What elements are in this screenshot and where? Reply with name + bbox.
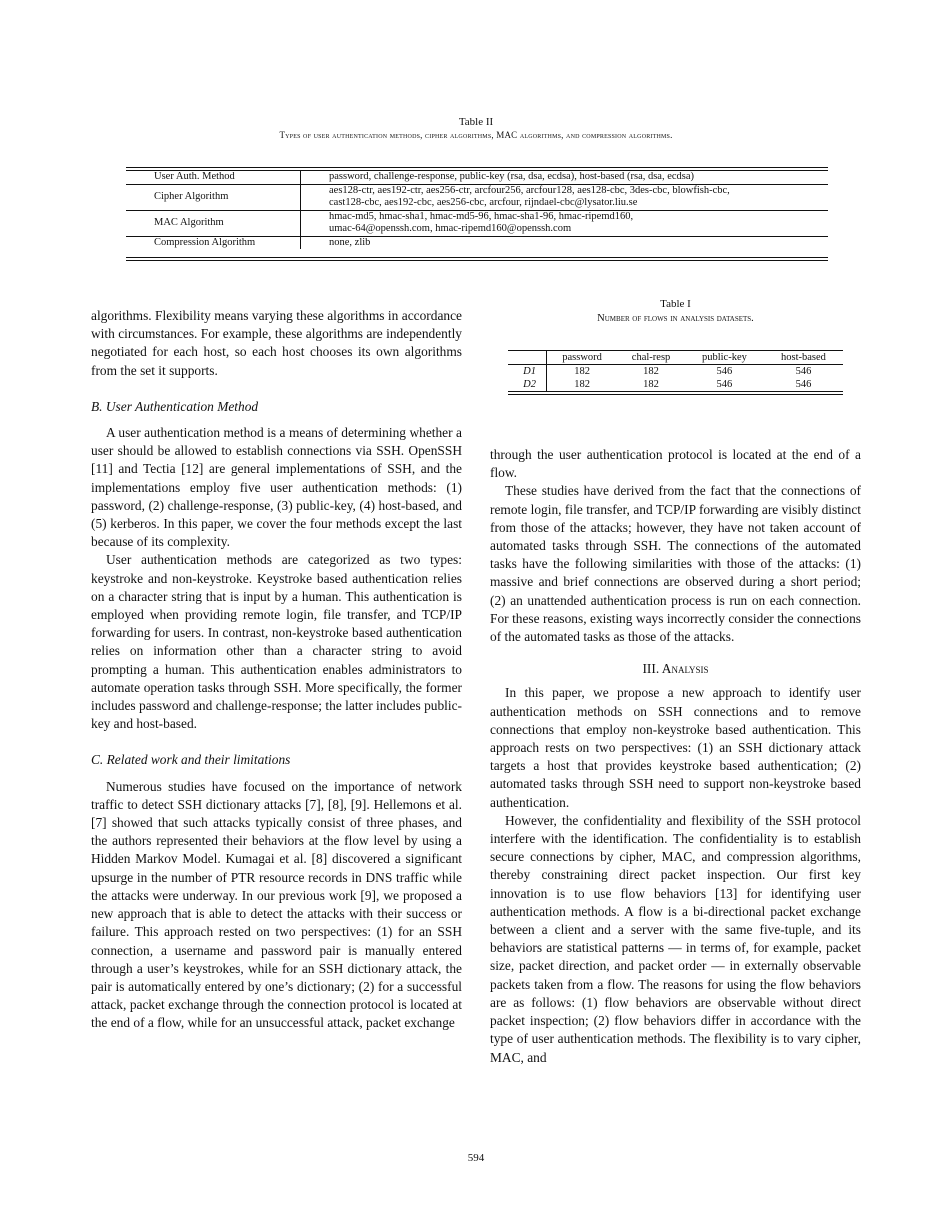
left-column xyxy=(91,307,462,1033)
right-column xyxy=(490,446,861,1067)
paragraph: through the user authentication protocol is located at the end of a flow. xyxy=(490,447,861,481)
page-number: 594 xyxy=(467,1152,485,1164)
table-row xyxy=(126,210,828,236)
table-row xyxy=(126,236,828,249)
table2-bottom-rule-2 xyxy=(126,260,828,261)
table-row xyxy=(508,378,843,391)
table-header-row xyxy=(508,351,843,365)
table1-bottom-rule xyxy=(508,391,843,392)
table2-cell: hmac-md5, hmac-sha1, hmac-md5-96, hmac-sha1-96, hmac-ripemd160, xyxy=(329,210,634,222)
table2-cell: aes128-ctr, aes192-ctr, aes256-ctr, arcfour256, arcfour128, aes128-cbc, 3des-cbc, blowfish-cbc, xyxy=(329,184,730,196)
column-header: password xyxy=(547,351,618,365)
paragraph: In this paper, we propose a new approach to identify user authentication methods on SSH connections and to remove connections that employ non-keystroke based authentication. This approach rests on two perspectives: (1) an SSH dictionary attack targets a host that provides keystroke based authentication; (2) automated tasks through SSH need to support non-keystroke based authentication. xyxy=(490,685,861,810)
paragraph: These studies have derived from the fact that the connections of remote login, file transfer, and TCP/IP forwarding are visibly distinct from those of the attacks; however, they have not taken account of automated tasks through SSH. The connections of the automated tasks have the following similarities with those of the attacks: (1) massive and brief connections are observed during a short period; (2) an unattended authentication process is run on each connection. For these reasons, existing ways incorrectly consider the connections of the automated tasks as those of the attacks. xyxy=(490,483,861,645)
table-row xyxy=(126,184,828,210)
table-cell: 182 xyxy=(574,379,590,390)
table-cell: 546 xyxy=(795,379,812,390)
table2-cell: password, challenge-response, public-key (rsa, dsa, ecdsa), host-based (rsa, dsa, ecdsa) xyxy=(329,171,695,182)
table2-number: Table II xyxy=(458,116,494,128)
paragraph: Numerous studies have focused on the importance of network traffic to detect SSH dictionary attacks [7], [8], [9]. Hellemons et al. [7] showed that such attacks typically consist of three phases, and the authors represented their behaviors at the flow level by using a Hidden Markov Model. Kumagai et al. [8] discovered a significant upsurge in the number of PTR resource records in DNS traffic while the attacks were underway. In our previous work [9], we proposed a new approach that is able to detect the attacks with their success or failure. This approach rested on two perspectives: (1) for an SSH connection, a username and password pair is manually entered through a user’s keystrokes, while for an SSH dictionary attack, the pair is automatically entered by one’s dictionary; (2) for a successful attack, packet exchange through the connection protocol is located at the end of a flow, while for an unsuccessful attack, packet exchange xyxy=(91,778,462,1031)
table1-bottom-rule-2 xyxy=(508,394,843,395)
table-cell: 182 xyxy=(643,379,659,390)
section-heading-c: C. Related work and their limitations xyxy=(91,752,291,768)
table2-label: Compression Algorithm xyxy=(154,236,256,248)
table-row xyxy=(126,171,828,184)
table2-label: MAC Algorithm xyxy=(154,216,224,228)
table1-title: Number of flows in analysis datasets. xyxy=(597,313,754,324)
paragraph: A user authentication method is a means of determining whether a user should be allowed to establish connections via SSH. OpenSSH [11] and Tectia [12] are general implementations of SSH, and the implementations employ five user authentication methods: (1) password, (2) challenge-response, (3) public-key, (4) host-based, and (5) kerberos. In this paper, we cover the four methods except the last because of its complexity. xyxy=(91,425,462,550)
table2 xyxy=(126,171,828,249)
row-label: D2 xyxy=(508,378,547,391)
table2-cell: none, zlib xyxy=(329,236,371,248)
row-label: D1 xyxy=(508,365,547,379)
table2-cell: umac-64@openssh.com, hmac-ripemd160@openssh.com xyxy=(329,223,572,234)
table-cell: 182 xyxy=(643,366,659,377)
paragraph: However, the confidentiality and flexibility of the SSH protocol interfere with the identification. The confidentiality is to establish secure connections by cipher, MAC, and compression algorithms, thereby constraining direct packet inspection. Our first key innovation is to use flow behaviors [13] for identifying user authentication methods. A flow is a bi-directional packet exchange between a client and a server with the same five-tuple, and its behaviors are statistical patterns — in terms of, for example, packet size, packet direction, and packet order — in externally observable packets taken from a flow. The reasons for using the flow behaviors are as follows: (1) flow behaviors are observable without direct packet inspection; (2) flow behaviors differ in accordance with the type of user authentication methods. The flexibility is to vary cipher, MAC, and xyxy=(490,812,861,1065)
table-cell: 546 xyxy=(716,379,733,390)
table-cell: 546 xyxy=(716,366,733,377)
paragraph: User authentication methods are categorized as two types: keystroke and non-keystroke. Keystroke based authentication relies on a character string that is input by a human. This authentication is employed when providing remote login, file transfer, and TCP/IP forwarding for users. In contrast, non-keystroke based authentication relies on information other than a character string to avoid prompting a human. This authentication enables administrators to automate operation tasks through SSH. More specifically, the former includes password and challenge-response; the latter includes public-key and host-based. xyxy=(91,552,462,732)
paragraph: algorithms. Flexibility means varying these algorithms in accordance with circumstances. For example, these algorithms are independently negotiated for each host, so each host chooses its own algorithms from the set it supports. xyxy=(91,308,462,378)
column-header: chal-resp xyxy=(617,351,685,365)
table-cell: 546 xyxy=(795,366,812,377)
table2-top-rule xyxy=(126,167,828,168)
section-heading-analysis: III. Analysis xyxy=(642,661,709,677)
column-header: host-based xyxy=(764,351,843,365)
table2-title: Types of user authentication methods, cipher algorithms, MAC algorithms, and compression algorithms. xyxy=(279,130,673,140)
table2-label: User Auth. Method xyxy=(154,171,235,182)
table-row xyxy=(508,365,843,379)
section-heading-b: B. User Authentication Method xyxy=(91,398,259,414)
table2-bottom-rule xyxy=(126,257,828,258)
table1-number: Table I xyxy=(660,298,691,310)
table1 xyxy=(508,350,843,395)
table2-label: Cipher Algorithm xyxy=(154,190,229,202)
table-cell: 182 xyxy=(574,366,590,377)
table2-cell: cast128-cbc, aes192-cbc, aes256-cbc, arcfour, rijndael-cbc@lysator.liu.se xyxy=(329,197,638,208)
column-header: public-key xyxy=(685,351,764,365)
